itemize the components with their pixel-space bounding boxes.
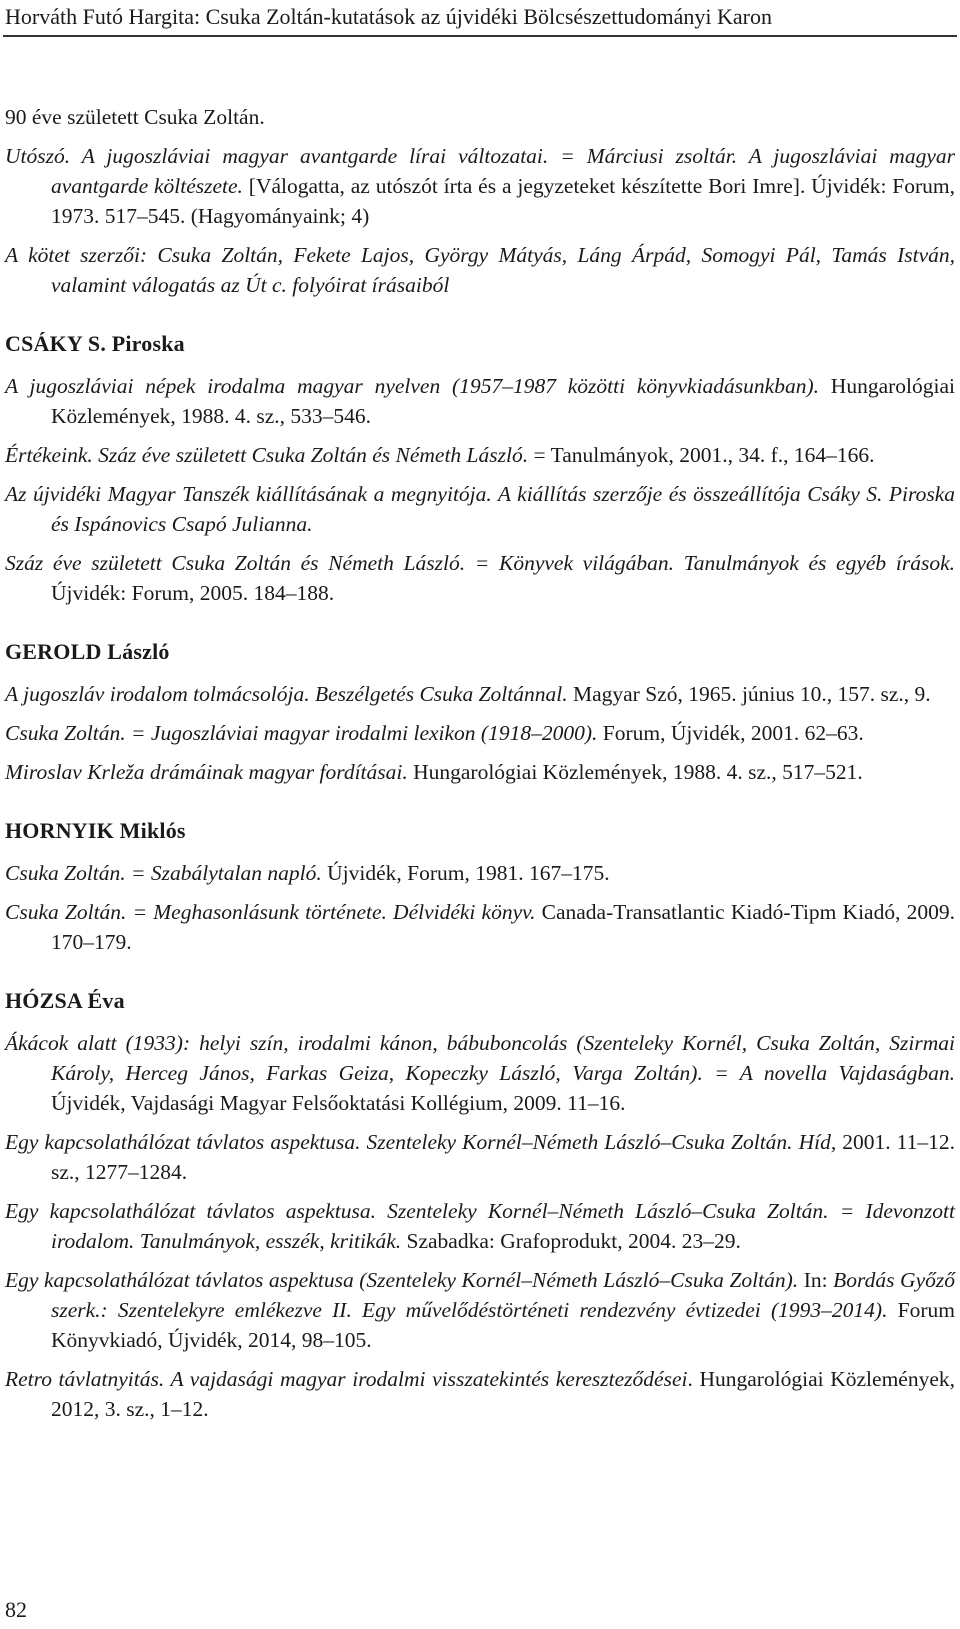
author-surname: HORNYIK bbox=[5, 818, 114, 843]
entry-italic: Utószó. A jugoszláviai magyar avantgarde lírai változatai. = Márciusi zsoltár. A jugoszláviai magyar avantgarde költészete. bbox=[5, 144, 955, 198]
entry-italic: Miroslav Krleža drámáinak magyar fordításai. bbox=[5, 760, 408, 784]
entry-italic: A kötet szerzői: Csuka Zoltán, Fekete Lajos, György Mátyás, Láng Árpád, Somogyi Pál, Tamás István, valamint válogatás az Út c. folyóirat írásaiból bbox=[5, 243, 955, 297]
author-given-name: Piroska bbox=[111, 331, 185, 356]
bibliography-entry bbox=[5, 240, 955, 300]
entry-italic: Csuka Zoltán. = Meghasonlásunk története. Délvidéki könyv. bbox=[5, 900, 536, 924]
bibliography-entry bbox=[5, 679, 955, 709]
entry-roman: Újvidék, Vajdasági Magyar Felsőoktatási Kollégium, 2009. 11–16. bbox=[51, 1091, 626, 1115]
entry-italic: Egy kapcsolathálózat távlatos aspektusa. Szenteleky Kornél–Németh László–Csuka Zoltán. Híd, bbox=[5, 1130, 837, 1154]
entry-roman: Forum, Újvidék, 2001. 62–63. bbox=[597, 721, 864, 745]
entry-roman: Újvidék, Forum, 1981. 167–175. bbox=[321, 861, 610, 885]
author-heading bbox=[5, 329, 955, 359]
entry-italic: Az újvidéki Magyar Tanszék kiállításának a megnyitója. A kiállítás szerzője és összeállítója Csáky S. Piroska és Ispánovics Csapó Julianna. bbox=[5, 482, 955, 536]
entry-roman: [Válogatta, az utószót írta és a jegyzeteket készítette Bori Imre]. Újvidék: Forum, 1973. 517–545. (Hagyományaink; 4) bbox=[51, 174, 955, 228]
bibliography-entry bbox=[5, 1265, 955, 1355]
author-heading bbox=[5, 816, 955, 846]
bibliography-entry bbox=[5, 718, 955, 748]
entry-roman: 90 éve született Csuka Zoltán. bbox=[5, 105, 265, 129]
bibliography bbox=[5, 102, 955, 1433]
entry-roman: Szabadka: Grafoprodukt, 2004. 23–29. bbox=[401, 1229, 741, 1253]
entry-italic: Csuka Zoltán. = Szabálytalan napló. bbox=[5, 861, 322, 885]
entry-roman: . Hungarológiai Közlemények, 2012, 3. sz., 1–12. bbox=[51, 1367, 955, 1421]
author-surname: GEROLD bbox=[5, 639, 102, 664]
author-given-name: László bbox=[107, 639, 170, 664]
entry-roman: Canada-Transatlantic Kiadó-Tipm Kiadó, 2009. 170–179. bbox=[51, 900, 955, 954]
bibliography-entry bbox=[5, 141, 955, 231]
bibliography-entry bbox=[5, 548, 955, 608]
entry-roman: Forum Könyvkiadó, Újvidék, 2014, 98–105. bbox=[51, 1298, 956, 1352]
entry-italic: Egy kapcsolathálózat távlatos aspektusa. Szenteleky Kornél–Németh László–Csuka Zoltán. = Idevonzott irodalom. Tanulmányok, esszék, kritikák. bbox=[5, 1199, 955, 1253]
entry-italic: Egy kapcsolathálózat távlatos aspektusa (Szenteleky Kornél–Németh László–Csuka Zoltán). bbox=[5, 1268, 799, 1292]
bibliography-entry bbox=[5, 1127, 955, 1187]
author-surname: CSÁKY S. bbox=[5, 331, 107, 356]
entry-italic: Értékeink. Száz éve született Csuka Zoltán és Németh László. bbox=[5, 443, 529, 467]
entry-italic: Ákácok alatt (1933): helyi szín, irodalmi kánon, bábuboncolás (Szenteleky Kornél, Csuka Zoltán, Szirmai Károly, Herceg János, Farkas Geiza, Kopeczky László, Varga Zoltán). = A novella Vajdaságban. bbox=[5, 1031, 955, 1085]
running-head: Horváth Futó Hargita: Csuka Zoltán-kutatások az újvidéki Bölcsészettudományi Karon bbox=[5, 4, 772, 29]
header-rule bbox=[3, 35, 957, 37]
author-surname: HÓZSA bbox=[5, 988, 82, 1013]
author-heading bbox=[5, 986, 955, 1016]
bibliography-entry bbox=[5, 858, 955, 888]
bibliography-entry bbox=[5, 479, 955, 539]
entry-roman: Magyar Szó, 1965. június 10., 157. sz., 9. bbox=[567, 682, 931, 706]
author-given-name: Éva bbox=[87, 988, 125, 1013]
author-heading bbox=[5, 637, 955, 667]
bibliography-entry bbox=[5, 757, 955, 787]
entry-roman: Hungarológiai Közlemények, 1988. 4. sz., 517–521. bbox=[407, 760, 863, 784]
bibliography-entry bbox=[5, 1028, 955, 1118]
entry-italic: A jugoszláviai népek irodalma magyar nyelven (1957–1987 közötti könyvkiadásunkban). bbox=[5, 374, 819, 398]
bibliography-entry bbox=[5, 897, 955, 957]
entry-roman: Újvidék: Forum, 2005. 184–188. bbox=[51, 581, 335, 605]
bibliography-entry bbox=[5, 102, 955, 132]
author-given-name: Miklós bbox=[119, 818, 186, 843]
entry-roman: Hungarológiai Közlemények, 1988. 4. sz., 533–546. bbox=[51, 374, 955, 428]
bibliography-entry bbox=[5, 1364, 955, 1424]
page-number: 82 bbox=[5, 1597, 27, 1622]
entry-roman: In: bbox=[798, 1268, 834, 1292]
entry-roman: 2001. 11–12. sz., 1277–1284. bbox=[51, 1130, 956, 1184]
entry-italic: Bordás Győző szerk.: Szentelekyre emlékezve II. Egy művelődéstörténeti rendezvény évtizedei (1993–2014). bbox=[51, 1268, 955, 1322]
entry-italic: A jugoszláv irodalom tolmácsolója. Beszélgetés Csuka Zoltánnal. bbox=[5, 682, 568, 706]
entry-italic: Csuka Zoltán. = Jugoszláviai magyar irodalmi lexikon (1918–2000). bbox=[5, 721, 598, 745]
bibliography-entry bbox=[5, 371, 955, 431]
entry-italic: Száz éve született Csuka Zoltán és Németh László. = Könyvek világában. Tanulmányok és egyéb írások. bbox=[5, 551, 955, 575]
entry-italic: Retro távlatnyitás. A vajdasági magyar irodalmi visszatekintés kereszteződései bbox=[5, 1367, 688, 1391]
bibliography-entry bbox=[5, 1196, 955, 1256]
entry-roman: = Tanulmányok, 2001., 34. f., 164–166. bbox=[528, 443, 875, 467]
bibliography-entry bbox=[5, 440, 955, 470]
